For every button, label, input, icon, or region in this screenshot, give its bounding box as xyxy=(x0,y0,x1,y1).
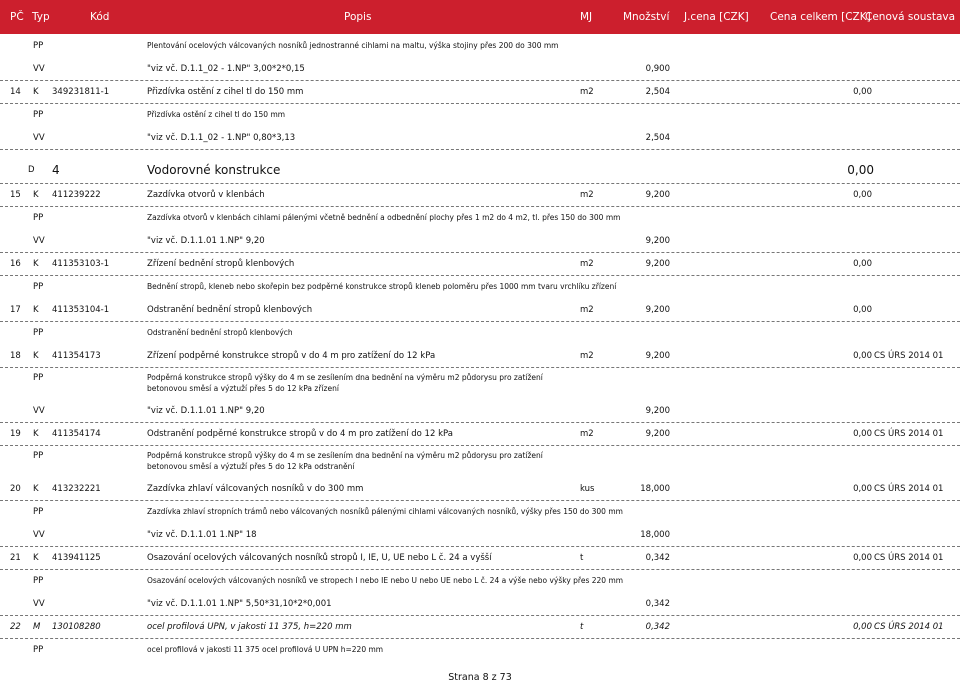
cell-kod: 130108280 xyxy=(52,622,101,632)
calc-row xyxy=(0,229,960,253)
cell-popis: ocel profilová UPN, v jakosti 11 375, h=220 mm xyxy=(147,622,352,632)
item-row xyxy=(0,298,960,322)
description-row xyxy=(0,500,960,523)
item-row xyxy=(0,344,960,368)
cell-typ: K xyxy=(33,87,39,97)
cell-popis: "viz vč. D.1.1_02 - 1.NP" 0,80*3,13 xyxy=(147,133,296,143)
description-row xyxy=(0,206,960,229)
cell-mnozstvi: 18,000 xyxy=(640,484,670,494)
cell-popis: Zazdívka otvorů v klenbách cihlami pálenými včetně bednění a odbednění plochy přes 1 m2 do 4 m2, tl. přes 150 do 300 mm xyxy=(147,213,621,222)
cell-popis: Odstranění podpěrné konstrukce stropů v do 4 m pro zatížení do 12 kPa xyxy=(147,429,453,439)
cell-popis: Zazdívka zhlaví válcovaných nosníků v do 300 mm xyxy=(147,484,364,494)
item-row xyxy=(0,546,960,570)
cell-mnozstvi: 9,200 xyxy=(645,406,670,416)
item-row xyxy=(0,183,960,207)
col-kod: Kód xyxy=(90,11,110,23)
cell-pc: 21 xyxy=(10,553,21,563)
item-row xyxy=(0,422,960,446)
cell-typ: K xyxy=(33,351,39,361)
cell-typ: D xyxy=(28,165,35,175)
section-title: Vodorovné konstrukce xyxy=(147,163,281,177)
cell-popis: Bednění stropů, kleneb nebo skořepin bez podpěrné konstrukce stropů kleneb poloměru přes 1000 mm tvaru vrchlíku zřízení xyxy=(147,282,617,291)
cell-typ: PP xyxy=(33,451,44,461)
cell-popis: Podpěrná konstrukce stropů výšky do 4 m se zesílením dna bednění na výměru m2 půdorysu pro zatížení betonovou směsí a výztuží přes 5 do 12 kPa zřízení xyxy=(147,373,543,393)
item-row xyxy=(0,477,960,501)
section-row xyxy=(0,159,960,184)
cell-mnozstvi: 9,200 xyxy=(645,351,670,361)
col-cenova-soustava: Cenová soustava xyxy=(865,11,956,23)
description-row xyxy=(0,34,960,57)
item-row xyxy=(0,252,960,276)
cell-mnozstvi: 9,200 xyxy=(645,236,670,246)
cell-typ: K xyxy=(33,190,39,200)
cell-popis: Podpěrná konstrukce stropů výšky do 4 m se zesílením dna bednění na výměru m2 půdorysu pro zatížení betonovou směsí a výztuží přes 5 do 12 kPa odstranění xyxy=(147,451,543,471)
cell-cena-celkem: 0,00 xyxy=(853,305,872,315)
cell-kod: 411354173 xyxy=(52,351,101,361)
cell-mnozstvi: 0,900 xyxy=(645,64,670,74)
cell-popis: "viz vč. D.1.1.01 1.NP" 9,20 xyxy=(147,236,265,246)
cell-mj: kus xyxy=(580,484,595,494)
cell-typ: M xyxy=(33,622,41,632)
cell-typ: PP xyxy=(33,282,44,292)
cell-cenova-soustava: CS ÚRS 2014 01 xyxy=(874,622,944,632)
cell-cena-celkem: 0,00 xyxy=(853,622,872,632)
cell-mj: t xyxy=(580,553,584,563)
cell-mnozstvi: 0,342 xyxy=(645,553,670,563)
cell-typ: VV xyxy=(33,236,45,246)
table-header xyxy=(0,0,960,34)
cell-popis: Přizdívka ostění z cihel tl do 150 mm xyxy=(147,87,304,97)
cell-cenova-soustava: CS ÚRS 2014 01 xyxy=(874,553,944,563)
calc-row xyxy=(0,57,960,81)
cell-popis: Zřízení podpěrné konstrukce stropů v do 4 m pro zatížení do 12 kPa xyxy=(147,351,436,361)
col-pc: PČ xyxy=(10,11,24,23)
cell-mnozstvi: 9,200 xyxy=(645,305,670,315)
cell-typ: K xyxy=(33,259,39,269)
cell-cena-celkem: 0,00 xyxy=(853,87,872,97)
cell-cenova-soustava: CS ÚRS 2014 01 xyxy=(874,351,944,361)
cell-pc: 22 xyxy=(10,622,21,632)
cell-pc: 16 xyxy=(10,259,21,269)
cell-popis: Odstranění bednění stropů klenbových xyxy=(147,328,293,337)
cell-cena-celkem: 0,00 xyxy=(853,190,872,200)
cell-cena-celkem: 0,00 xyxy=(853,351,872,361)
col-cena-celkem: Cena celkem [CZK] xyxy=(770,11,871,23)
cell-mnozstvi: 2,504 xyxy=(645,133,670,143)
cell-mj: m2 xyxy=(580,351,594,361)
cell-popis: Zazdívka zhlaví stropních trámů nebo válcovaných nosníků pálenými cihlami válcovaných nosníků, výšky přes 150 do 300 mm xyxy=(147,507,623,516)
cell-cena-celkem: 0,00 xyxy=(853,484,872,494)
cell-popis: "viz vč. D.1.1.01 1.NP" 9,20 xyxy=(147,406,265,416)
cell-cena-celkem: 0,00 xyxy=(853,259,872,269)
cell-typ: VV xyxy=(33,530,45,540)
cell-mnozstvi: 0,342 xyxy=(645,599,670,609)
cell-typ: PP xyxy=(33,645,44,655)
section-total: 0,00 xyxy=(847,163,874,177)
cell-typ: PP xyxy=(33,507,44,517)
cell-pc: 19 xyxy=(10,429,21,439)
col-mj: MJ xyxy=(580,11,593,23)
cell-popis: Přizdívka ostění z cihel tl do 150 mm xyxy=(147,110,286,119)
col-jcena: J.cena [CZK] xyxy=(684,11,749,23)
cell-popis: "viz vč. D.1.1.01 1.NP" 18 xyxy=(147,530,257,540)
cell-popis: Zřízení bednění stropů klenbových xyxy=(147,259,295,269)
cell-cena-celkem: 0,00 xyxy=(853,553,872,563)
cell-cenova-soustava: CS ÚRS 2014 01 xyxy=(874,429,944,439)
col-typ: Typ xyxy=(32,11,50,23)
cell-typ: K xyxy=(33,553,39,563)
cell-mnozstvi: 0,342 xyxy=(645,622,670,632)
cell-kod: 413941125 xyxy=(52,553,101,563)
cell-typ: VV xyxy=(33,406,45,416)
cell-mnozstvi: 18,000 xyxy=(640,530,670,540)
cell-typ: VV xyxy=(33,64,45,74)
cell-typ: K xyxy=(33,305,39,315)
cell-kod: 411353104-1 xyxy=(52,305,110,315)
description-row xyxy=(0,445,960,477)
cell-mnozstvi: 9,200 xyxy=(645,259,670,269)
cell-cenova-soustava: CS ÚRS 2014 01 xyxy=(874,484,944,494)
cell-kod: 411354174 xyxy=(52,429,101,439)
cell-popis: Osazování ocelových válcovaných nosníků stropů I, IE, U, UE nebo L č. 24 a vyšší xyxy=(147,553,492,563)
calc-row xyxy=(0,523,960,547)
cell-pc: 17 xyxy=(10,305,21,315)
item-row xyxy=(0,615,960,639)
cell-popis: "viz vč. D.1.1.01 1.NP" 5,50*31,10*2*0,001 xyxy=(147,599,332,609)
description-row xyxy=(0,103,960,126)
cell-mj: m2 xyxy=(580,429,594,439)
cell-kod: 411239222 xyxy=(52,190,101,200)
col-mnozstvi: Množství xyxy=(623,11,670,23)
cell-typ: PP xyxy=(33,328,44,338)
description-row xyxy=(0,569,960,592)
cell-popis: Osazování ocelových válcovaných nosníků ve stropech I nebo IE nebo U nebo UE nebo L č. 24 a výše nebo výšky přes 220 mm xyxy=(147,576,624,585)
cell-typ: PP xyxy=(33,110,44,120)
cell-pc: 18 xyxy=(10,351,21,361)
cell-typ: K xyxy=(33,484,39,494)
cell-pc: 20 xyxy=(10,484,21,494)
description-row xyxy=(0,275,960,298)
cell-mj: t xyxy=(580,622,584,632)
section-code: 4 xyxy=(52,163,60,177)
cell-typ: VV xyxy=(33,133,45,143)
description-row xyxy=(0,638,960,661)
calc-row xyxy=(0,399,960,423)
cell-popis: ocel profilová v jakosti 11 375 ocel profilová U UPN h=220 mm xyxy=(147,645,384,654)
cell-mj: m2 xyxy=(580,190,594,200)
cell-cena-celkem: 0,00 xyxy=(853,429,872,439)
cell-typ: PP xyxy=(33,576,44,586)
page-number: Strana 8 z 73 xyxy=(448,672,512,683)
cell-kod: 349231811-1 xyxy=(52,87,110,97)
cell-mnozstvi: 2,504 xyxy=(645,87,670,97)
cell-kod: 411353103-1 xyxy=(52,259,110,269)
cell-typ: PP xyxy=(33,41,44,51)
col-popis: Popis xyxy=(344,11,372,23)
cell-mnozstvi: 9,200 xyxy=(645,429,670,439)
calc-row xyxy=(0,592,960,616)
cell-pc: 15 xyxy=(10,190,21,200)
cell-typ: PP xyxy=(33,373,44,383)
description-row xyxy=(0,367,960,399)
cell-kod: 413232221 xyxy=(52,484,101,494)
cell-popis: Plentování ocelových válcovaných nosníků jednostranné cihlami na maltu, výška stojiny přes 200 do 300 mm xyxy=(147,41,559,50)
cell-pc: 14 xyxy=(10,87,21,97)
cell-typ: PP xyxy=(33,213,44,223)
cell-mj: m2 xyxy=(580,87,594,97)
cell-popis: "viz vč. D.1.1_02 - 1.NP" 3,00*2*0,15 xyxy=(147,64,305,74)
cell-popis: Odstranění bednění stropů klenbových xyxy=(147,305,313,315)
cell-mnozstvi: 9,200 xyxy=(645,190,670,200)
cell-typ: VV xyxy=(33,599,45,609)
cell-mj: m2 xyxy=(580,305,594,315)
calc-row xyxy=(0,126,960,150)
cell-popis: Zazdívka otvorů v klenbách xyxy=(147,190,265,200)
cell-mj: m2 xyxy=(580,259,594,269)
description-row xyxy=(0,321,960,344)
item-row xyxy=(0,80,960,104)
cell-typ: K xyxy=(33,429,39,439)
